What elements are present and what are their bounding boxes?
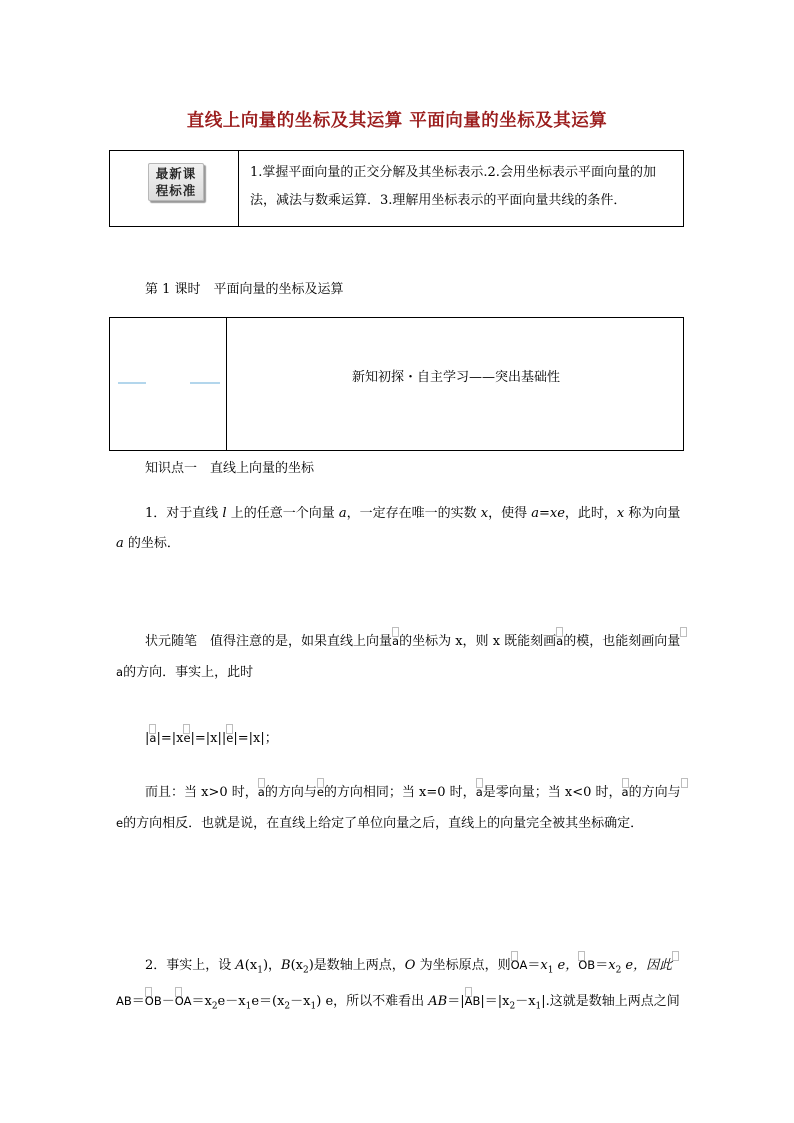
badge-line-2: 程标准 bbox=[155, 183, 197, 198]
curriculum-standard-table bbox=[109, 150, 684, 227]
decoration-line-right bbox=[190, 382, 220, 384]
paragraph-direction: 而且：当 x>0 时，a的方向与e的方向相同；当 x=0 时，a是零向量；当 x<0 时，a的方向与e的方向相反．也就是说，在直线上给定了单位向量之后，直线上的向量完全被其坐标确定． bbox=[116, 777, 682, 839]
curriculum-standard-text: 1.掌握平面向量的正交分解及其坐标表示.2.会用坐标表示平面向量的加法，减法与数乘运算．3.理解用坐标表示的平面向量共线的条件． bbox=[250, 165, 656, 208]
formula-line: |a|=|xe|=|x||e|=|x|； bbox=[116, 723, 682, 754]
lesson-title: 第 1 课时 平面向量的坐标及运算 bbox=[145, 282, 344, 297]
table-divider bbox=[238, 151, 239, 226]
knowledge-point-heading: 知识点一 直线上向量的坐标 bbox=[145, 461, 315, 476]
decoration-line-left bbox=[118, 382, 146, 384]
section-banner: 新知初探・自主学习——突出基础性 bbox=[351, 370, 560, 385]
note-paragraph: 状元随笔 值得注意的是，如果直线上向量a的坐标为 x，则 x 既能刻画a的模，也能刻画向量a的方向．事实上，此时 bbox=[116, 626, 682, 688]
page-title: 直线上向量的坐标及其运算 平面向量的坐标及其运算 bbox=[186, 111, 608, 131]
badge-line-1: 最新课 bbox=[155, 166, 197, 181]
paragraph-2: 2．事实上，设 $A(x_1)$，$B(x_2)$是数轴上两点，O 为坐标原点，则$OA=x_1$ e，$OB=x_2$ e，因此$AB=OB-OA=x_2e-x_1e=(x_2-x_1)$ e，所以不难看出 $AB=|AB|=|x_2-x_1|$.这就是数轴上两点之间 bbox=[116, 950, 682, 1021]
note-label: 状元随笔 bbox=[145, 634, 198, 649]
paragraph-1: 1．对于直线 l 上的任意一个向量 a，一定存在唯一的实数 x，使得 a=xe，此时，x 称为向量 a 的坐标． bbox=[116, 506, 681, 551]
curriculum-standard-badge bbox=[148, 163, 204, 201]
banner-table bbox=[109, 317, 684, 451]
